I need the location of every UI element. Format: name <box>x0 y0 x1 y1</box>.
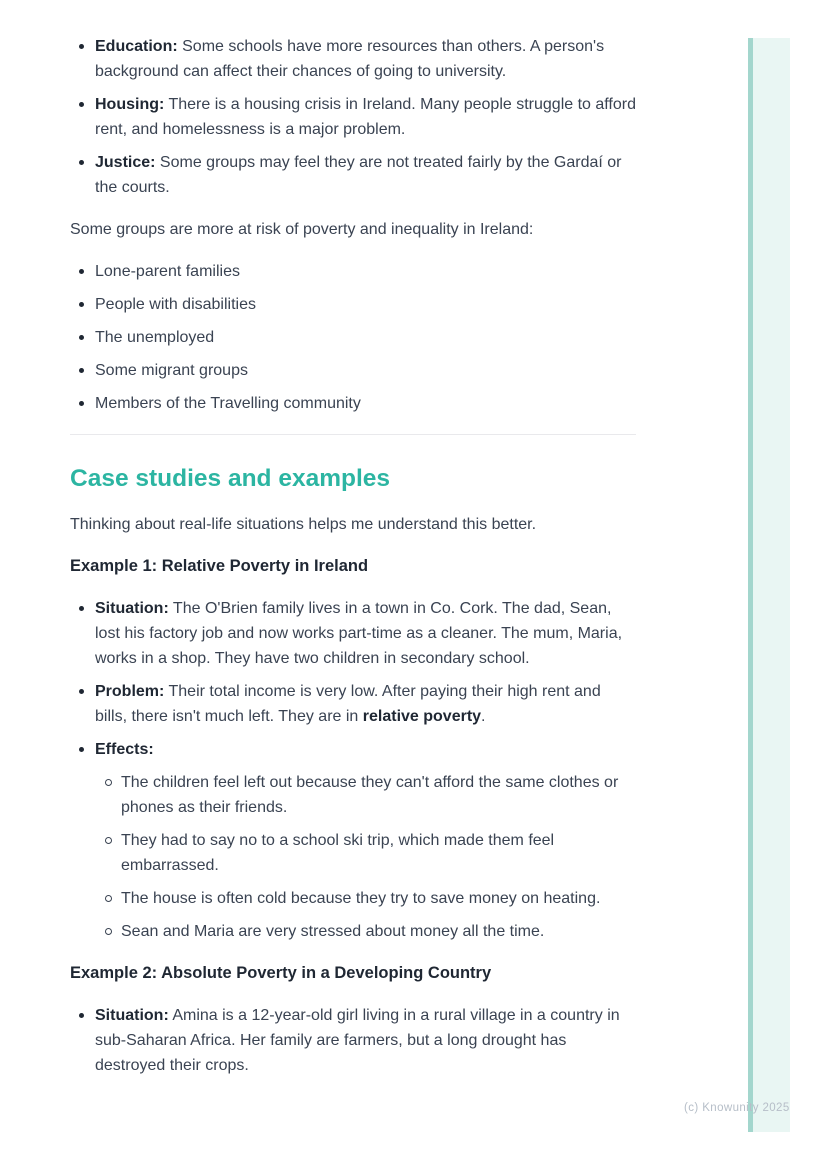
at-risk-groups-list <box>70 259 636 416</box>
inline-bold-term: relative poverty <box>362 708 482 725</box>
at-risk-intro-paragraph: Some groups are more at risk of poverty and inequality in Ireland: <box>70 221 534 238</box>
list-item-effects <box>70 737 636 944</box>
list-item-text: Some schools have more resources than others. A person's background can affect their chances of going to university. <box>95 38 605 80</box>
list-item-label: Effects: <box>95 741 154 758</box>
sub-list-item: The house is often cold because they try to save money on heating. <box>95 886 636 911</box>
list-item-text: The O'Brien family lives in a town in Co. Cork. The dad, Sean, lost his factory job and now works part-time as a cleaner. The mum, Maria, works in a shop. They have two children in secondary school. <box>95 600 623 667</box>
inequality-areas-list <box>70 34 636 200</box>
list-item: Lone-parent families <box>70 259 636 284</box>
list-item-situation <box>70 1003 636 1078</box>
list-item: Some migrant groups <box>70 358 636 383</box>
effects-sub-list <box>95 770 636 944</box>
list-item-label: Problem: <box>95 683 165 700</box>
list-item-label: Education: <box>95 38 178 55</box>
sub-list-item: They had to say no to a school ski trip, which made them feel embarrassed. <box>95 828 636 878</box>
list-item-justice <box>70 150 636 200</box>
divider <box>70 434 636 435</box>
list-item-label: Justice: <box>95 154 156 171</box>
list-item: People with disabilities <box>70 292 636 317</box>
example-1-list <box>70 596 636 944</box>
list-item-text: Some groups may feel they are not treated fairly by the Gardaí or the courts. <box>95 154 622 196</box>
list-item-education <box>70 34 636 84</box>
sub-list-item: The children feel left out because they can't afford the same clothes or phones as their friends. <box>95 770 636 820</box>
list-item-label: Housing: <box>95 96 165 113</box>
watermark: (c) Knowunity 2025 <box>684 1102 790 1114</box>
list-item-problem <box>70 679 636 729</box>
list-item-text: There is a housing crisis in Ireland. Many people struggle to afford rent, and homelessness is a major problem. <box>95 96 636 138</box>
section-intro-paragraph: Thinking about real-life situations helps me understand this better. <box>70 516 537 533</box>
sub-list-item: Sean and Maria are very stressed about money all the time. <box>95 919 636 944</box>
list-item-situation <box>70 596 636 671</box>
example-2-list <box>70 1003 636 1078</box>
list-item-label: Situation: <box>95 600 169 617</box>
list-item-text: Their total income is very low. After paying their high rent and bills, there isn't much left. They are in <box>95 683 601 725</box>
list-item-housing <box>70 92 636 142</box>
decorative-sidebar-accent <box>748 38 790 1132</box>
list-item: The unemployed <box>70 325 636 350</box>
example-2-title: Example 2: Absolute Poverty in a Developing Country <box>70 964 492 982</box>
list-item-text-end: . <box>481 708 486 725</box>
list-item-label: Situation: <box>95 1007 169 1024</box>
section-heading: Case studies and examples <box>70 465 391 492</box>
document-content <box>70 0 636 1094</box>
example-1-title: Example 1: Relative Poverty in Ireland <box>70 557 369 575</box>
list-item: Members of the Travelling community <box>70 391 636 416</box>
list-item-text: Amina is a 12-year-old girl living in a rural village in a country in sub-Saharan Africa. Her family are farmers, but a long drought has destroyed their crops. <box>95 1007 620 1074</box>
